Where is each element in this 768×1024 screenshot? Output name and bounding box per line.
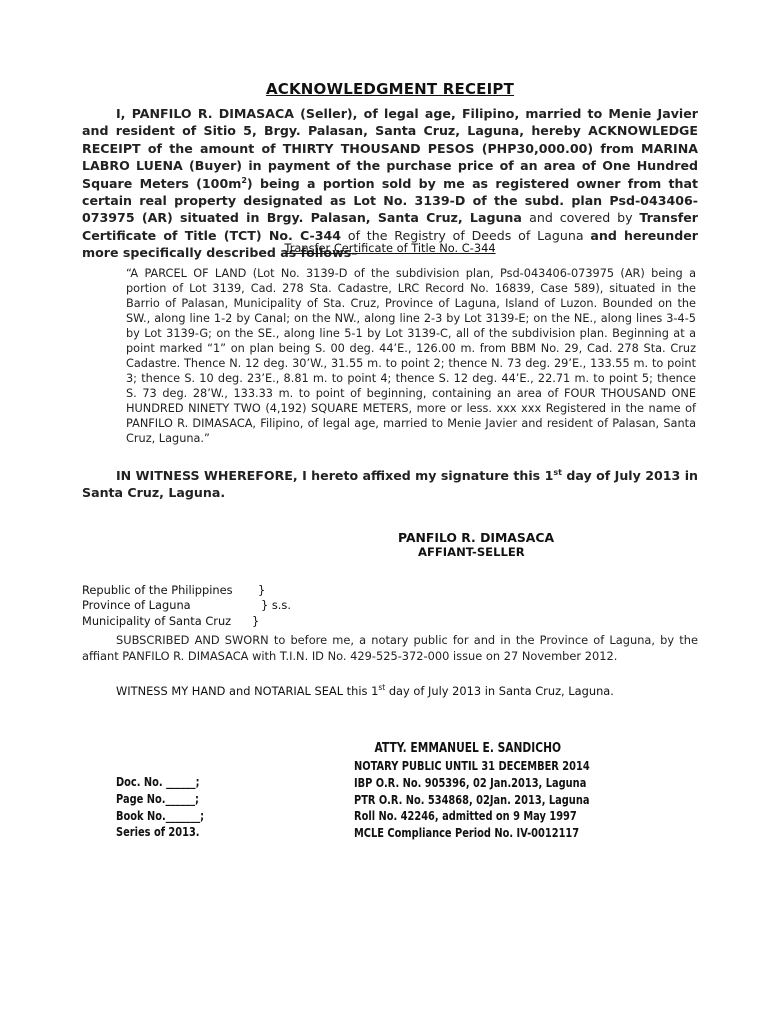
venue-province: Province of Laguna xyxy=(82,598,191,613)
subscribed-text: SUBSCRIBED AND SWORN to before me, a notary public for and in the Province of Laguna, by the affiant PANFILO R. DIMASACA with T.I.N. ID No. 429-525-372-000 issue on 27 November 2012. xyxy=(82,633,698,663)
buyer-name: MARINA LABRO LUENA xyxy=(82,140,698,174)
page-no: Page No.______; xyxy=(116,791,199,806)
acknowledgment-paragraph xyxy=(82,105,698,262)
lot-designation: Lot No. 3139-D of the subd. plan Psd-043406-073975 (AR) situated in Brgy. Palasan, Santa Cruz, Laguna xyxy=(82,193,698,226)
venue-country: Republic of the Philippines xyxy=(82,583,233,597)
witness-hand-text-1: WITNESS MY HAND and NOTARIAL SEAL this 1 xyxy=(116,683,379,698)
witness-hand-paragraph xyxy=(116,683,716,698)
signatory-name: PANFILO R. DIMASACA xyxy=(398,530,555,545)
p1-text-5: and covered by xyxy=(529,210,640,226)
witness-superscript: st xyxy=(553,467,562,477)
venue-row xyxy=(82,614,482,629)
p1-text-6: of the Registry of Deeds of Laguna xyxy=(341,227,591,243)
notary-ptr: PTR O.R. No. 534868, 02Jan. 2013, Laguna xyxy=(354,792,590,807)
witness-hand-superscript: st xyxy=(378,683,386,692)
doc-no: Doc. No. ______; xyxy=(116,775,200,789)
witness-hand-text-2: day of July 2013 in Santa Cruz, Laguna. xyxy=(385,683,614,698)
doc-entries xyxy=(116,774,264,841)
signatory-title: AFFIANT-SELLER xyxy=(418,545,525,559)
document-title: ACKNOWLEDGMENT RECEIPT xyxy=(265,80,515,98)
venue-brace: } xyxy=(258,583,266,597)
venue-municipality: Municipality of Santa Cruz xyxy=(82,613,232,628)
venue-row xyxy=(82,583,482,598)
notary-block xyxy=(354,740,625,842)
seller-name: PANFILO R. DIMASACA xyxy=(131,106,294,121)
witness-text-1: IN WITNESS WHEREFORE, I hereto affixed my signature this 1 xyxy=(116,468,554,483)
notary-mcle: MCLE Compliance Period No. IV-0012117 xyxy=(354,826,580,841)
series: Series of 2013. xyxy=(116,825,200,840)
notary-name: ATTY. EMMANUEL E. SANDICHO xyxy=(374,741,562,756)
p1-text-7: and hereunder more specifically described as follows– xyxy=(82,227,698,261)
venue-brace: } xyxy=(252,613,260,628)
notary-ibp: IBP O.R. No. 905396, 02 Jan.2013, Laguna xyxy=(354,775,587,790)
p1-text-1: I, xyxy=(116,106,132,121)
p1-text-3: (Buyer) in payment of the purchase price of an area of One Hundred Square Meters (100m xyxy=(82,158,698,191)
witness-text-2: day of July 2013 in Santa Cruz, Laguna. xyxy=(82,468,698,501)
notary-commission: NOTARY PUBLIC UNTIL 31 DECEMBER 2014 xyxy=(354,759,590,773)
subscribed-paragraph xyxy=(82,632,698,664)
tct-heading: Transfer Certificate of Title No. C-344 xyxy=(284,241,496,255)
notary-roll: Roll No. 42246, admitted on 9 May 1997 xyxy=(354,809,577,824)
book-no: Book No._______; xyxy=(116,808,205,823)
tct-reference: Transfer Certificate of Title (TCT) No. C-344 xyxy=(82,210,698,243)
p1-text-2: (Seller), of legal age, Filipino, married to Menie Javier and resident of Sitio 5, Brgy. Palasan, Santa Cruz, Laguna, hereby ACKNOWLEDGE RECEIPT of the amount of THIRTY THOUSAND PESOS (PHP30,000.00) from xyxy=(82,106,698,156)
venue-row xyxy=(82,598,482,613)
venue-block xyxy=(82,583,482,629)
witness-paragraph xyxy=(82,467,698,502)
venue-brace-ss: } s.s. xyxy=(261,598,291,613)
property-description: “A PARCEL OF LAND (Lot No. 3139-D of the subdivision plan, Psd-043406-073975 (AR) being a portion of Lot 3139, Cad. 278 Sta. Cadastre, LRC Record No. 16839, Case 589), situated in the Barrio of Palasan, Municipality of Sta. Cruz, Province of Laguna, Island of Luzon. Bounded on the SW., along line 1-2 by Canal; on the NW., along line 2-3 by Lot 3139-E; on the NE., along lines 3-4-5 by Lot 3139-G; on the SE., along line 5-1 by Lot 3139-C, all of the subdivision plan. Beginning at a point marked “1” on plan being S. 00 deg. 44’E., 126.00 m. from BBM No. 29, Cad. 278 Sta. Cruz Cadastre. Thence N. 12 deg. 30’W., 31.55 m. to point 2; thence N. 73 deg. 29’E., 133.55 m. to point 3; thence S. 10 deg. 23’E., 8.81 m. to point 4; thence S. 12 deg. 44’E., 22.71 m. to point 5; thence S. 73 deg. 28’W., 133.33 m. to point of beginning, containing an area of FOUR THOUSAND ONE HUNDRED NINETY TWO (4,192) SQUARE METERS, more or less. xxx xxx Registered in the name of PANFILO R. DIMASACA, Filipino, of legal age, married to Menie Javier and resident of Palasan, Santa Cruz, Laguna.” xyxy=(126,267,696,445)
p1-text-4: ) being a portion sold by me as registered owner from that certain real property designated as xyxy=(82,175,698,209)
p1-superscript: 2 xyxy=(241,175,247,185)
